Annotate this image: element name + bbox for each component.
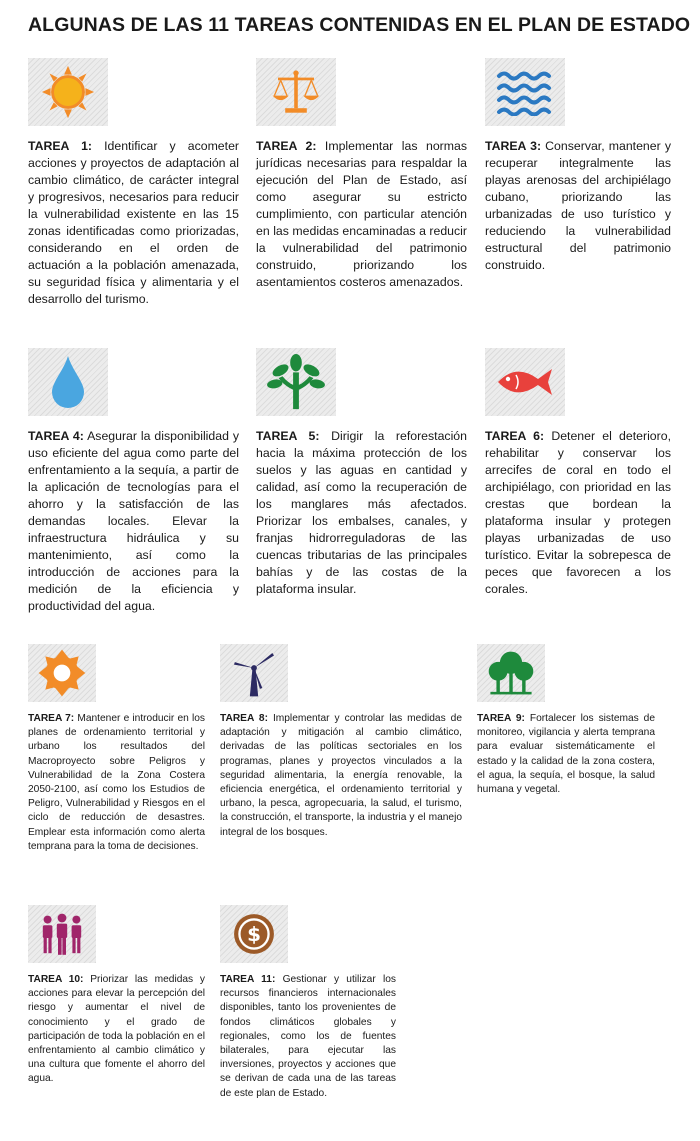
task-description: TAREA 9: Fortalecer los sistemas de monitoreo, vigilancia y alerta temprana para evaluar sistemáticamente el estado y la calidad de la zona costera, el agua, la sequía, el bosque, la salud humana y vegetal.	[477, 713, 656, 796]
task-label: TAREA 2:	[256, 139, 317, 153]
icon-tile	[220, 644, 288, 702]
page-title: ALGUNAS DE LAS 11 TAREAS CONTENIDAS EN EL PLAN DE ESTADO	[28, 14, 691, 36]
waves-icon	[495, 68, 555, 116]
people-icon	[38, 911, 86, 957]
icon-tile	[485, 348, 565, 416]
task-label: TAREA 5:	[256, 429, 320, 443]
dollar-coin-icon	[231, 911, 277, 957]
task-label: TAREA 3:	[485, 139, 542, 153]
task-description: TAREA 3: Conservar, mantener y recuperar integralmente las playas arenosas del archipiélago cubano, priorizando las urbanizadas de uso turístico y reduciendo la vulnerabilidad estructural del patrimonio construido.	[485, 139, 671, 272]
wind-turbine-icon	[229, 647, 279, 699]
task-label: TAREA 1:	[28, 139, 93, 153]
task-description: TAREA 2: Implementar las normas jurídicas necesarias para respaldar la ejecución del Plan de Estado, así como asegurar su estricto cumplimiento, con particular atención en las medidas encaminadas a reducir la vulnerabilidad del patrimonio construido, priorizando los asentamientos costeros amenazados.	[256, 139, 467, 289]
task-description: TAREA 10: Priorizar las medidas y acciones para elevar la percepción del riesgo y aumentar el nivel de conocimiento y el grado de participación de toda la población en el enfrentamiento al cambio climático y una cultura que fomente el ahorro del agua.	[28, 974, 205, 1085]
task-description: TAREA 5: Dirigir la reforestación hacia la máxima protección de los suelos y las aguas en cantidad y calidad, así como la recuperación de los manglares más afectados. Priorizar los embalses, canales, y franjas hidrorreguladoras de las cuencas tributarias de las principales bahías y de las costas de la plataforma insular.	[256, 429, 467, 596]
task-description: TAREA 4: Asegurar la disponibilidad y uso eficiente del agua como parte del enfrentamiento a la sequía, a partir de la aplicación de tecnologías para el ahorro y la satisfacción de las demandas locales. Elevar la infraestructura hidráulica y su mantenimiento, así como la introducción de acciones para la medición de la eficiencia y productividad del agua.	[28, 429, 239, 613]
icon-tile	[28, 644, 96, 702]
task-label: TAREA 9:	[477, 713, 525, 724]
icon-tile	[28, 348, 108, 416]
forest-icon	[485, 649, 537, 697]
icon-tile	[256, 58, 336, 126]
tree-icon	[267, 353, 325, 411]
icon-tile	[485, 58, 565, 126]
task-description: TAREA 1: Identificar y acometer acciones y proyectos de adaptación al cambio climático, de carácter integral y progresivos, necesarios para reducir la vulnerabilidad existente en las 15 zonas identificadas como priorizadas, considerando en el orden de actuación a la población amenazada, su seguridad física y alimentaria y el desarrollo del turismo.	[28, 139, 239, 306]
fish-icon	[494, 365, 556, 399]
scales-icon	[268, 65, 324, 119]
saw-gear-icon	[37, 648, 87, 698]
icon-tile	[477, 644, 545, 702]
task-description: TAREA 7: Mantener e introducir en los planes de ordenamiento territorial y urbano los resultados del Macroproyecto sobre Peligros y Vulnerabilidad de la Zona Costera 2050-2100, así como los Estudios de Peligro, Vulnerabilidad y Riesgos en el ciclo de reducción de desastres. Emplear esta información como alerta temprana para la toma de decisiones.	[28, 713, 205, 852]
svg-text:$: $	[247, 922, 261, 946]
water-drop-icon	[48, 354, 88, 410]
task-label: TAREA 10:	[28, 974, 84, 985]
task-description: TAREA 6: Detener el deterioro, rehabilitar y conservar los arrecifes de coral en todo el archipiélago, con prioridad en las crestas que bordean la plataforma insular y protegen playas urbanizadas de uso turístico. Evitar la sobrepesca de peces que favorecen a los corales.	[485, 429, 671, 596]
icon-tile	[256, 348, 336, 416]
task-label: TAREA 6:	[485, 429, 545, 443]
task-label: TAREA 7:	[28, 713, 75, 724]
task-label: TAREA 11:	[220, 974, 276, 985]
sun-icon	[39, 63, 97, 121]
icon-tile	[220, 905, 288, 963]
task-label: TAREA 4:	[28, 429, 84, 443]
task-description: TAREA 11: Gestionar y utilizar los recursos financieros internacionales disponibles, tanto los provenientes de fondos climáticos globales y regionales, como los de fuentes bilaterales, para ejecutar las inversiones, proyectos y acciones que se derivan de cada una de las tareas de este plan de Estado.	[220, 974, 396, 1099]
icon-tile	[28, 905, 96, 963]
task-description: TAREA 8: Implementar y controlar las medidas de adaptación y mitigación al cambio climático, derivadas de las políticas sectoriales en los programas, planes y proyectos vinculados a la seguridad alimentaria, la energía renovable, la eficiencia energética, el ordenamiento territorial y urbano, la pesca, agropecuaria, la salud, el turismo, la construcción, el transporte, la industria y el manejo integral de los bosques.	[220, 713, 462, 838]
icon-tile	[28, 58, 108, 126]
task-label: TAREA 8:	[220, 713, 268, 724]
